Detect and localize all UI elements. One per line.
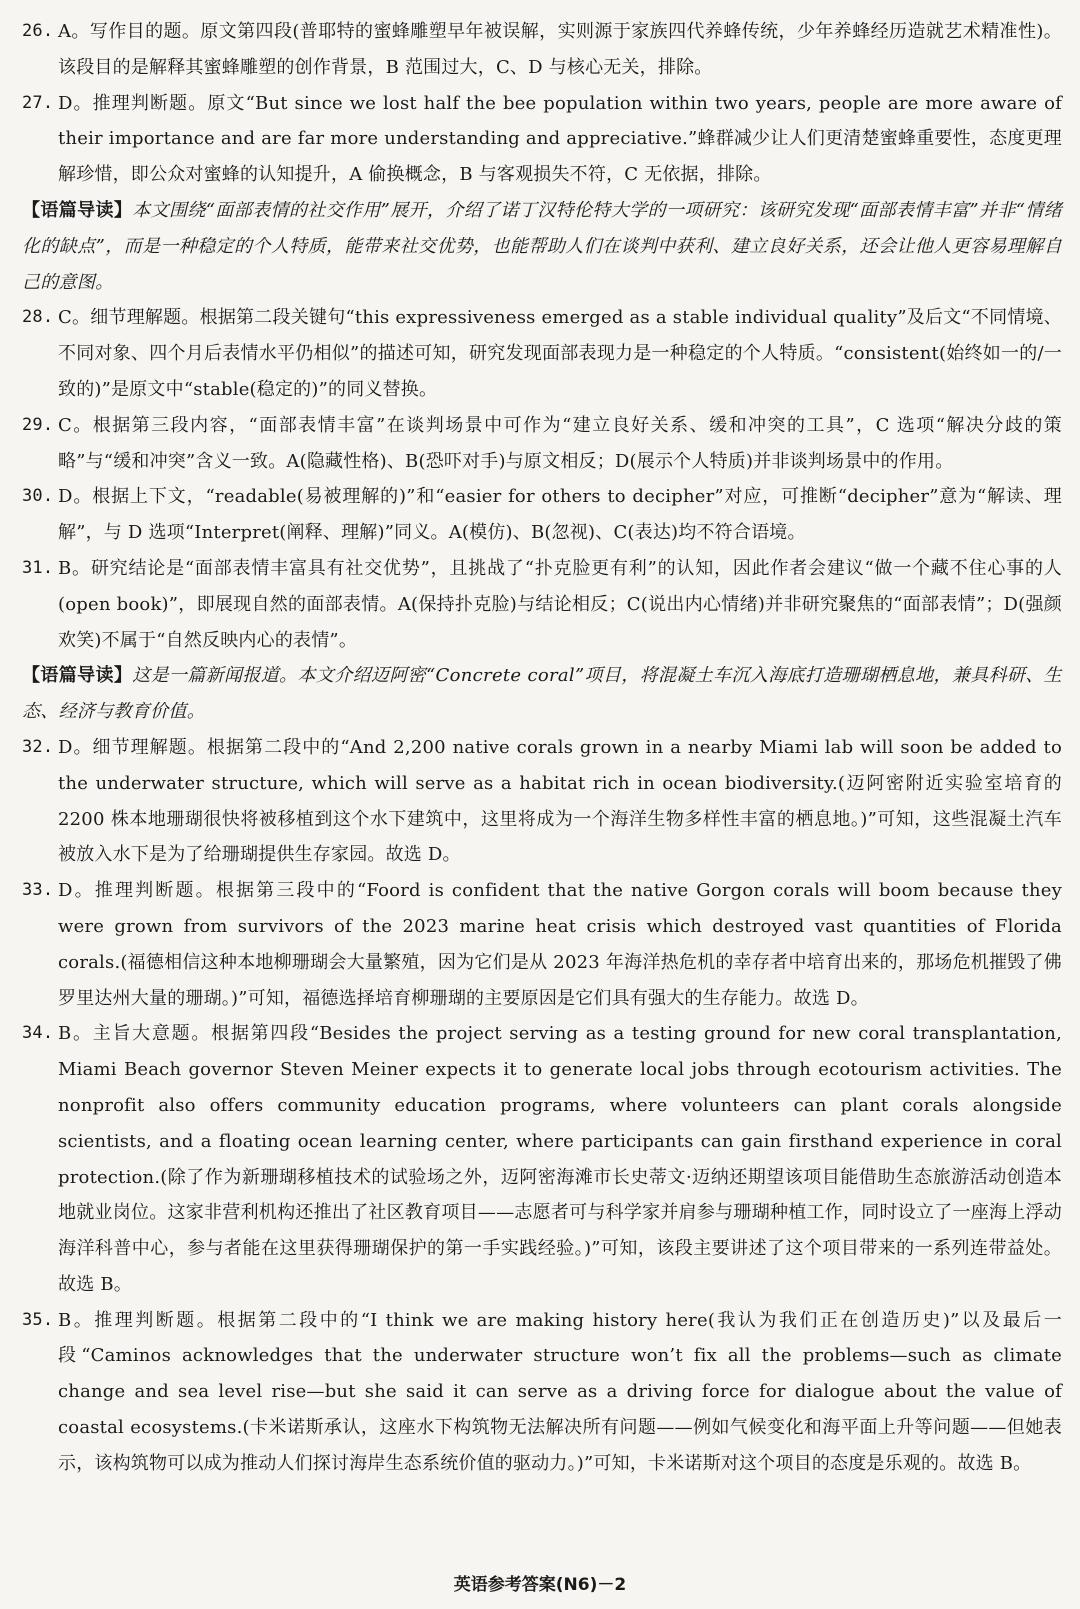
question-number: 34. [22, 1023, 54, 1044]
guide-text: 本文围绕“面部表情的社交作用”展开，介绍了诺丁汉特伦特大学的一项研究：该研究发现“面部表情丰富”并非“情绪化的缺点”，而是一种稳定的个人特质，能带来社交优势，也能帮助人们在谈判中获利、建立良好关系，还会让他人更容易理解自己的意图。 [22, 199, 1062, 293]
question-number: 35. [22, 1309, 54, 1330]
guide-tag: 【语篇导读】 [22, 199, 133, 221]
page-footer: 英语参考答案(N6)－2 [453, 1575, 627, 1595]
answer-text: B。主旨大意题。根据第四段“Besides the project serving as a testing ground for new coral transplantation, Miami Beach governor Steven Meiner expects it to generate local jobs through ecotourism activities. The nonprofit also offers community education programs, where volunteers can plant corals alongside scientists, and a floating ocean learning center, where participants can gain firsthand experience in coral protection.(除了作为新珊瑚移植技术的试验场之外，迈阿密海滩市长史蒂文·迈纳还期望该项目能借助生态旅游活动创造本地就业岗位。这家非营利机构还推出了社区教育项目——志愿者可与科学家并肩参与珊瑚种植工作，同时设立了一座海上浮动海洋科普中心，参与者能在这里获得珊瑚保护的第一手实践经验。)”可知，该段主要讲述了这个项目带来的一系列连带益处。故选 B。 [58, 1023, 1062, 1295]
question-number: 29. [22, 414, 54, 435]
answer-26 [22, 14, 1062, 86]
guide-text: 这是一篇新闻报道。本文介绍迈阿密“Concrete coral”项目，将混凝土车沉入海底打造珊瑚栖息地，兼具科研、生态、经济与教育价值。 [22, 665, 1062, 723]
answer-30 [22, 479, 1062, 551]
answer-34 [22, 1016, 1062, 1302]
question-number: 33. [22, 880, 54, 901]
question-number: 26. [22, 21, 54, 41]
answer-text: C。根据第三段内容，“面部表情丰富”在谈判场景中可作为“建立良好关系、缓和冲突的工具”，C 选项“解决分歧的策略”与“缓和冲突”含义一致。A(隐藏性格)、B(恐吓对手)与原文相反；D(展示个人特质)并非谈判场景中的作用。 [58, 414, 1062, 472]
answer-31 [22, 551, 1062, 658]
passage-guide-2 [22, 658, 1062, 730]
question-number: 27. [22, 92, 54, 113]
question-number: 28. [22, 307, 54, 328]
answer-page [22, 14, 1062, 1482]
answer-text: C。细节理解题。根据第二段关键句“this expressiveness emerged as a stable individual quality”及后文“不同情境、不同对象、四个月后表情水平仍相似”的描述可知，研究发现面部表现力是一种稳定的个人特质。“consistent(始终如一的/一致的)”是原文中“stable(稳定的)”的同义替换。 [58, 307, 1062, 400]
guide-tag: 【语篇导读】 [22, 665, 133, 687]
answer-35 [22, 1303, 1062, 1482]
answer-text: D。细节理解题。根据第二段中的“And 2,200 native corals grown in a nearby Miami lab will soon be added to the underwater structure, which will serve as a habitat rich in ocean biodiversity.(迈阿密附近实验室培育的 2200 株本地珊瑚很快将被移植到这个水下建筑中，这里将成为一个海洋生物多样性丰富的栖息地。)”可知，这些混凝土汽车被放入水下是为了给珊瑚提供生存家园。故选 D。 [58, 736, 1062, 866]
answer-text: D。根据上下文，“readable(易被理解的)”和“easier for others to decipher”对应，可推断“decipher”意为“解读、理解”，与 D 选项“Interpret(阐释、理解)”同义。A(模仿)、B(忽视)、C(表达)均不符合语境。 [58, 486, 1062, 544]
answer-text: D。推理判断题。原文“But since we lost half the bee population within two years, people are more aware of their importance and are far more understanding and appreciative.”蜂群减少让人们更清楚蜜蜂重要性，态度更理解珍惜，即公众对蜜蜂的认知提升，A 偷换概念，B 与客观损失不符，C 无依据，排除。 [58, 92, 1062, 186]
question-number: 31. [22, 557, 54, 578]
answer-32 [22, 730, 1062, 873]
answer-33 [22, 873, 1062, 1016]
answer-text: A。写作目的题。原文第四段(普耶特的蜜蜂雕塑早年被误解，实则源于家族四代养蜂传统，少年养蜂经历造就艺术精准性)。该段目的是解释其蜜蜂雕塑的创作背景，B 范围过大，C、D 与核心无关，排除。 [58, 21, 1062, 78]
answer-27 [22, 86, 1062, 193]
passage-guide-1 [22, 193, 1062, 300]
answer-text: B。研究结论是“面部表情丰富具有社交优势”，且挑战了“扑克脸更有利”的认知，因此作者会建议“做一个藏不住心事的人(open book)”，即展现自然的面部表情。A(保持扑克脸)与结论相反；C(说出内心情绪)并非研究聚焦的“面部表情”；D(强颜欢笑)不属于“自然反映内心的表情”。 [58, 557, 1062, 651]
answer-28 [22, 300, 1062, 407]
question-number: 30. [22, 486, 54, 507]
question-number: 32. [22, 736, 54, 757]
answer-text: B。推理判断题。根据第二段中的“I think we are making history here(我认为我们正在创造历史)”以及最后一段“Caminos acknowledges that the underwater structure won’t fix all the problems—such as climate change and sea level rise—but she said it can serve as a driving force for dialogue about the value of coastal ecosystems.(卡米诺斯承认，这座水下构筑物无法解决所有问题——例如气候变化和海平面上升等问题——但她表示，该构筑物可以成为推动人们探讨海岸生态系统价值的驱动力。)”可知，卡米诺斯对这个项目的态度是乐观的。故选 B。 [58, 1309, 1062, 1474]
answer-text: D。推理判断题。根据第三段中的“Foord is confident that the native Gorgon corals will boom because they were grown from survivors of the 2023 marine heat crisis which destroyed vast quantities of Florida corals.(福德相信这种本地柳珊瑚会大量繁殖，因为它们是从 2023 年海洋热危机的幸存者中培育出来的，那场危机摧毁了佛罗里达州大量的珊瑚。)”可知，福德选择培育柳珊瑚的主要原因是它们具有强大的生存能力。故选 D。 [58, 880, 1062, 1009]
answer-29 [22, 408, 1062, 480]
